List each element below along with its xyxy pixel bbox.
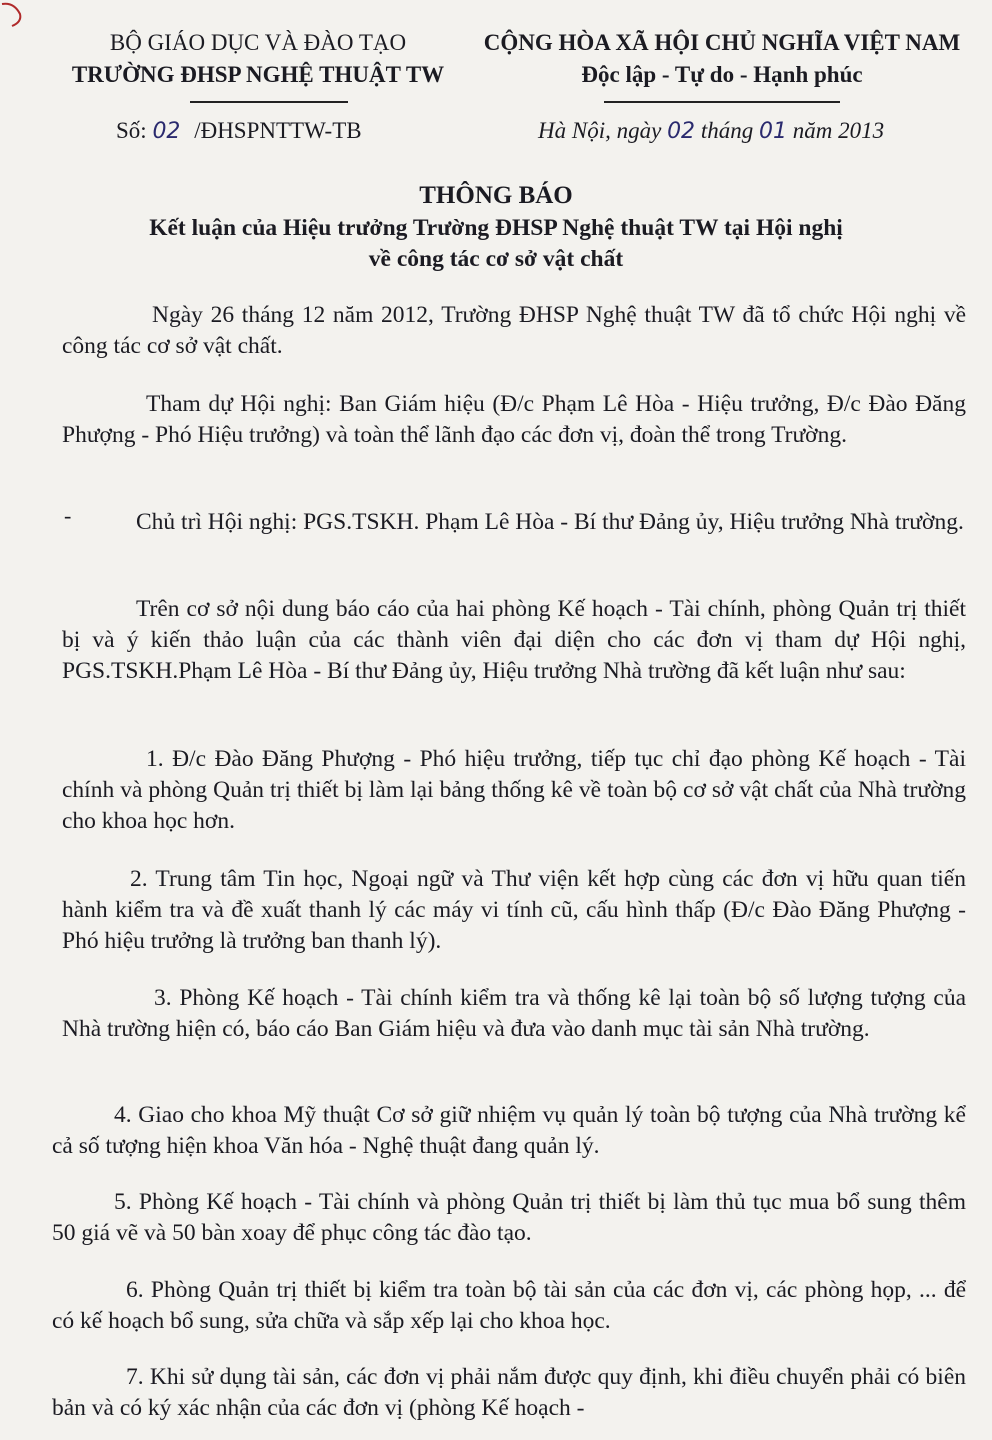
conclusion-item-4: 4. Giao cho khoa Mỹ thuật Cơ sở giữ nhiệm vụ quản lý toàn bộ tượng của Nhà trường kể cả số tượng hiện khoa Văn hóa - Nghệ thuật đang quản lý. xyxy=(52,1102,966,1159)
motto-underline xyxy=(604,101,840,103)
conclusion-item-2: 2. Trung tâm Tin học, Ngoại ngữ và Thư viện kết hợp cùng các đơn vị hữu quan tiến hành kiểm tra và đề xuất thanh lý các máy vi tính cũ, cấu hình thấp (Đ/c Đào Đăng Phượng - Phó hiệu trưởng là trưởng ban thanh lý). xyxy=(62,866,966,954)
date-month-handwritten: 01 xyxy=(758,119,787,144)
issue-date xyxy=(538,118,884,144)
conclusion-item-3: 3. Phòng Kế hoạch - Tài chính kiểm tra và thống kê lại toàn bộ số lượng tượng của Nhà trường hiện có, báo cáo Ban Giám hiệu và đưa vào danh mục tài sản Nhà trường. xyxy=(62,985,966,1042)
ministry-name: BỘ GIÁO DỤC VÀ ĐÀO TẠO xyxy=(109,30,407,55)
date-text-2: tháng xyxy=(700,118,754,143)
number-handwritten: 02 xyxy=(152,119,181,144)
date-text-1: Hà Nội, ngày xyxy=(538,118,662,143)
conclusion-item-1: 1. Đ/c Đào Đăng Phượng - Phó hiệu trưởng, tiếp tục chỉ đạo phòng Kế hoạch - Tài chính và phòng Quản trị thiết bị làm lại bảng thống kê về toàn bộ cơ sở vật chất của Nhà trường cho khoa học hơn. xyxy=(62,746,966,834)
subtitle-line-1: Kết luận của Hiệu trưởng Trường ĐHSP Nghệ thuật TW tại Hội nghị xyxy=(149,215,843,241)
conclusion-item-7: 7. Khi sử dụng tài sản, các đơn vị phải nắm được quy định, khi điều chuyển phải có biên bản và có ký xác nhận của các đơn vị (phòng Kế hoạch - xyxy=(52,1364,966,1421)
paragraph-chair: Chủ trì Hội nghị: PGS.TSKH. Phạm Lê Hòa - Bí thư Đảng ủy, Hiệu trưởng Nhà trường. xyxy=(136,509,964,535)
paragraph-conclusion-intro: Trên cơ sở nội dung báo cáo của hai phòng Kế hoạch - Tài chính, phòng Quản trị thiết bị và ý kiến thảo luận của các thành viên đại diện cho các đơn vị tham dự Hội nghị, PGS.TSKH.Phạm Lê Hòa - Bí thư Đảng ủy, Hiệu trưởng Nhà trường đã kết luận như sau: xyxy=(62,596,966,684)
number-suffix: /ĐHSPNTTW-TB xyxy=(194,118,362,143)
national-motto: Độc lập - Tự do - Hạnh phúc xyxy=(581,62,863,87)
paragraph-meeting-date: Ngày 26 tháng 12 năm 2012, Trường ĐHSP Nghệ thuật TW đã tổ chức Hội nghị về công tác cơ sở vật chất. xyxy=(62,302,966,359)
subtitle-line-2: về công tác cơ sở vật chất xyxy=(368,246,624,272)
conclusion-item-5: 5. Phòng Kế hoạch - Tài chính và phòng Quản trị thiết bị làm thủ tục mua bổ sung thêm 50 giá vẽ và 50 bàn xoay để phục công tác đào tạo. xyxy=(52,1189,966,1246)
paragraph-attendees: Tham dự Hội nghị: Ban Giám hiệu (Đ/c Phạm Lê Hòa - Hiệu trưởng, Đ/c Đào Đăng Phượng - Phó Hiệu trưởng) và toàn thể lãnh đạo các đơn vị, đoàn thể trong Trường. xyxy=(62,391,966,448)
school-name: TRƯỜNG ĐHSP NGHỆ THUẬT TW xyxy=(71,62,445,87)
corner-pen-mark xyxy=(0,0,34,34)
stray-mark: - xyxy=(64,503,72,528)
document-title: THÔNG BÁO xyxy=(419,182,573,209)
school-underline xyxy=(190,101,348,103)
date-day-handwritten: 02 xyxy=(667,119,696,144)
conclusion-item-6: 6. Phòng Quản trị thiết bị kiểm tra toàn bộ tài sản của các đơn vị, các phòng họp, ... để có kế hoạch bổ sung, sửa chữa và sắp xếp lại cho khoa học. xyxy=(52,1277,966,1334)
nation-name: CỘNG HÒA XÃ HỘI CHỦ NGHĨA VIỆT NAM xyxy=(483,30,961,55)
number-prefix: Số: xyxy=(116,118,147,143)
date-text-3: năm 2013 xyxy=(792,118,885,143)
document-number xyxy=(116,118,362,144)
